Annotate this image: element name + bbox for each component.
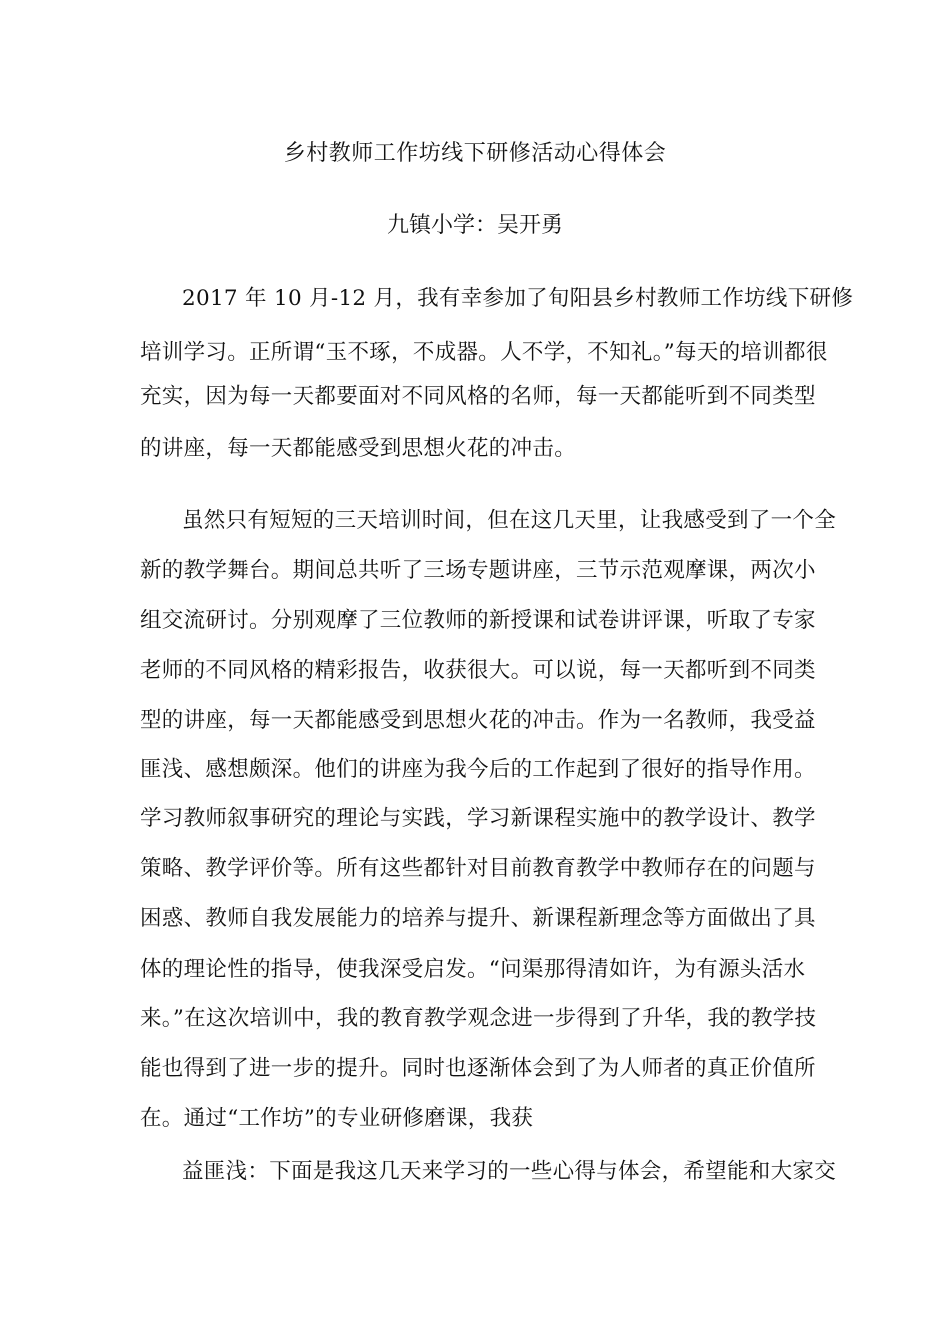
paragraph-line: 充实，因为每一天都要面对不同风格的名师，每一天都能听到不同类型: [140, 384, 816, 409]
paragraph-line: 2017 年 10 月-12 月，我有幸参加了旬阳县乡村教师工作坊线下研修: [182, 286, 854, 311]
paragraph-line: 虽然只有短短的三天培训时间，但在这几天里，让我感受到了一个全: [182, 508, 837, 533]
paragraph-line: 学习教师叙事研究的理论与实践，学习新课程实施中的教学设计、教学: [140, 806, 816, 831]
paragraph-line: 培训学习。正所谓“玉不琢，不成器。人不学，不知礼。”每天的培训都很: [140, 340, 828, 365]
paragraph-line: 策略、教学评价等。所有这些都针对目前教育教学中教师存在的问题与: [140, 856, 816, 881]
paragraph-line: 困惑、教师自我发展能力的培养与提升、新课程新理念等方面做出了具: [140, 906, 816, 931]
paragraph-line: 体的理论性的指导，使我深受启发。“问渠那得清如许，为有源头活水: [140, 957, 806, 982]
paragraph-line: 老师的不同风格的精彩报告，收获很大。可以说，每一天都听到不同类: [140, 658, 816, 683]
paragraph-line: 在。通过“工作坊”的专业研修磨课，我获: [140, 1106, 534, 1131]
paragraph-line: 的讲座，每一天都能感受到思想火花的冲击。: [140, 436, 577, 461]
paragraph-line: 新的教学舞台。期间总共听了三场专题讲座，三节示范观摩课，两次小: [140, 558, 816, 583]
paragraph-line: 型的讲座，每一天都能感受到思想火花的冲击。作为一名教师，我受益: [140, 708, 816, 733]
document-title: 乡村教师工作坊线下研修活动心得体会: [283, 141, 667, 166]
paragraph-line: 匪浅、感想颇深。他们的讲座为我今后的工作起到了很好的指导作用。: [140, 757, 816, 782]
author-line: 九镇小学：吴开勇: [386, 213, 563, 238]
paragraph-line: 组交流研讨。分别观摩了三位教师的新授课和试卷讲评课，听取了专家: [140, 608, 816, 633]
paragraph-line: 来。”在这次培训中，我的教育教学观念进一步得到了升华，我的教学技: [140, 1006, 817, 1031]
paragraph-line: 能也得到了进一步的提升。同时也逐渐体会到了为人师者的真正价值所: [140, 1056, 816, 1081]
paragraph-line: 益匪浅：下面是我这几天来学习的一些心得与体会，希望能和大家交: [182, 1159, 837, 1184]
